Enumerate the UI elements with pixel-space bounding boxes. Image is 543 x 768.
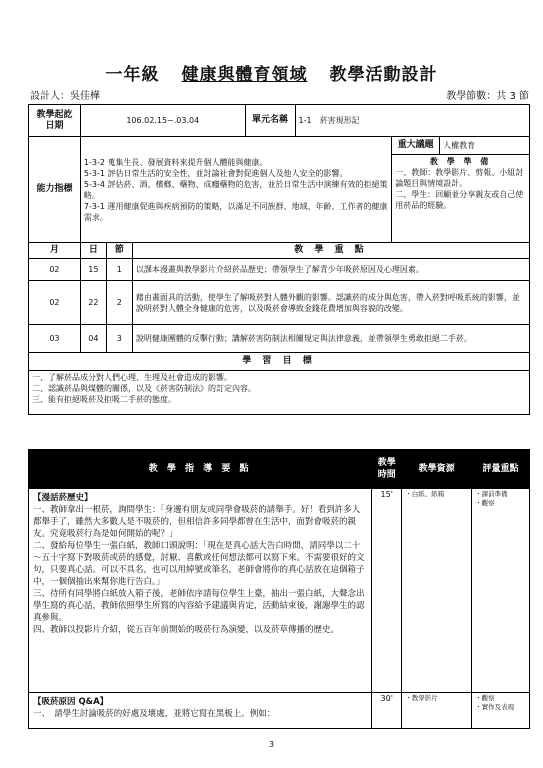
goals-list <box>29 371 530 415</box>
row-day: 04 <box>80 325 106 353</box>
row-focus: 說明健康團體的反擊行動；講解菸害防制法相關規定與法律意義，並帶領學生勇敢拒絕二手菸。 <box>132 325 529 353</box>
designer: 設計人：吳佳樺 <box>30 91 100 102</box>
col-main: 教 學 指 導 要 點 <box>29 450 372 489</box>
issue-value: 人權教育 <box>440 137 530 155</box>
page-number: 3 <box>268 740 275 749</box>
section-title: 【漫話菸歷史】 <box>33 493 93 503</box>
col-focus: 教 學 重 點 <box>132 243 529 259</box>
plan-table <box>28 104 530 415</box>
ability-item: 7-3-1 運用健康促進與疾病預防的策略，以滿足不同族群、地域、年齡、工作者的健康需求。 <box>83 201 388 222</box>
table-row <box>29 281 530 325</box>
prep-item: 一、教師：教學影片、剪報、小組討論題目與情境設計。 <box>395 168 524 188</box>
paragraph: 四、教師以投影片介紹，從五百年前開始的吸菸行為演變，以及菸草傳播的歷史。 <box>33 625 340 635</box>
row-month: 03 <box>29 325 81 353</box>
unit-label: 單元名稱 <box>245 105 295 137</box>
eval-value: ・課前準備 ・觀察 <box>472 489 530 693</box>
prep-item: 二、學生：回顧並分享親友或自己使用菸品的經驗。 <box>395 190 524 210</box>
table-row <box>29 259 530 281</box>
goals-title: 學 習 目 標 <box>29 353 530 371</box>
time-value: 30' <box>372 693 402 729</box>
row-period: 3 <box>106 325 132 353</box>
goal-item: 一、了解菸品成分對人們心理、生理及社會造成的影響。 <box>32 373 232 382</box>
unit-value: 1-1 菸害現形記 <box>295 105 530 137</box>
paragraph: 三、待所有同學將白紙放入箱子後，老師依序請每位學生上臺，抽出一張白紙，大聲念出學生寫的真心話，教師依照學生所寫的內容給予建議與肯定，活動結束後，謝謝學生的認真參與。 <box>33 589 365 623</box>
periods: 教學節數：共 3 節 <box>446 91 529 102</box>
ability-list <box>80 137 391 243</box>
col-period: 節 <box>106 243 132 259</box>
date-value: 106.02.15~.03.04 <box>80 105 245 137</box>
ability-label: 能力指標 <box>29 137 81 243</box>
issue-label: 重大議題 <box>392 137 440 155</box>
row-day: 15 <box>80 259 106 281</box>
title-field: 健康與體育領域 <box>181 65 308 85</box>
goal-item: 三、能有拒絕吸菸及拒吸二手菸的態度。 <box>32 395 176 404</box>
col-month: 月 <box>29 243 81 259</box>
time-value: 15' <box>372 489 402 693</box>
guide-table <box>28 449 530 729</box>
row-month: 02 <box>29 281 81 325</box>
table-row <box>29 325 530 353</box>
date-label: 教學起訖日期 <box>29 105 81 137</box>
col-time: 教學時間 <box>372 450 402 489</box>
row-focus: 藉由畫面具的活動，使學生了解吸菸對人體外觀的影響。認識菸的成分與危害，帶入菸對呼吸系統的影響，並說明菸對人體全身健康的危害，以及吸菸會導致金錢花費增加與容貌的改變。 <box>132 281 529 325</box>
row-period: 2 <box>106 281 132 325</box>
ability-item: 5-3-4 評估菸、酒、檳榔、藥物、成癮藥物的危害，並於日常生活中演練有效的拒絕策略。 <box>83 179 388 200</box>
resource-value: ・白紙、紙箱 <box>402 489 472 693</box>
col-resource: 教學資源 <box>402 450 472 489</box>
eval-value: ・觀察 ・實作及表現 <box>472 693 530 729</box>
title-grade: 一年級 <box>105 65 160 85</box>
section-title: 【吸菸原因 Q&A】 <box>33 697 109 707</box>
row-day: 22 <box>80 281 106 325</box>
section-history <box>29 489 372 693</box>
row-month: 02 <box>29 259 81 281</box>
paragraph: 二、發給每位學生一張白紙，教師口頭說明：「現在是真心話大告白時間，請同學以二十～五十字寫下對吸菸或菸的感覺，討厭、喜歡或任何想法都可以寫下來。不需要很好的文句，只要真心話。可以不具名，也可以用綽號或筆名，老師會將你的真心話放在這個箱子中，一個個抽出來幫你進行告白。」 <box>33 541 365 587</box>
title-plan: 教學活動設計 <box>329 65 438 85</box>
prep-section <box>392 155 530 243</box>
ability-item: 1-3-2 蒐集生長、發展資料來提升個人體能與健康。 <box>83 157 268 167</box>
row-focus: 以課本漫畫與教學影片介紹菸品歷史；帶領學生了解青少年吸菸原因及心理因素。 <box>132 259 529 281</box>
page-title <box>0 60 543 85</box>
resource-value: ・教學影片 <box>402 693 472 729</box>
col-eval: 評量重點 <box>472 450 530 489</box>
col-day: 日 <box>80 243 106 259</box>
section-qa <box>29 693 372 729</box>
ability-item: 5-3-1 評估日常生活的安全性，並討論社會對促進個人及他人安全的影響。 <box>83 168 348 178</box>
row-period: 1 <box>106 259 132 281</box>
paragraph: 一、教師拿出一根菸，詢問學生：「身邊有朋友或同學會吸菸的請舉手。好！看到許多人都舉手了，雖然大多數人是不吸菸的，但相信許多同學都曾在生活中，面對會吸菸的親友。究竟吸菸行為是如何開始的呢？」 <box>33 505 361 539</box>
paragraph: 一、 請學生討論吸菸的好處及壞處，並將它寫在黑板上。例如： <box>33 709 276 719</box>
goal-item: 二、認識菸品與煤體的關係，以及《菸害防制法》的訂定內容。 <box>32 384 256 393</box>
prep-label: 教 學 準 備 <box>429 157 492 166</box>
